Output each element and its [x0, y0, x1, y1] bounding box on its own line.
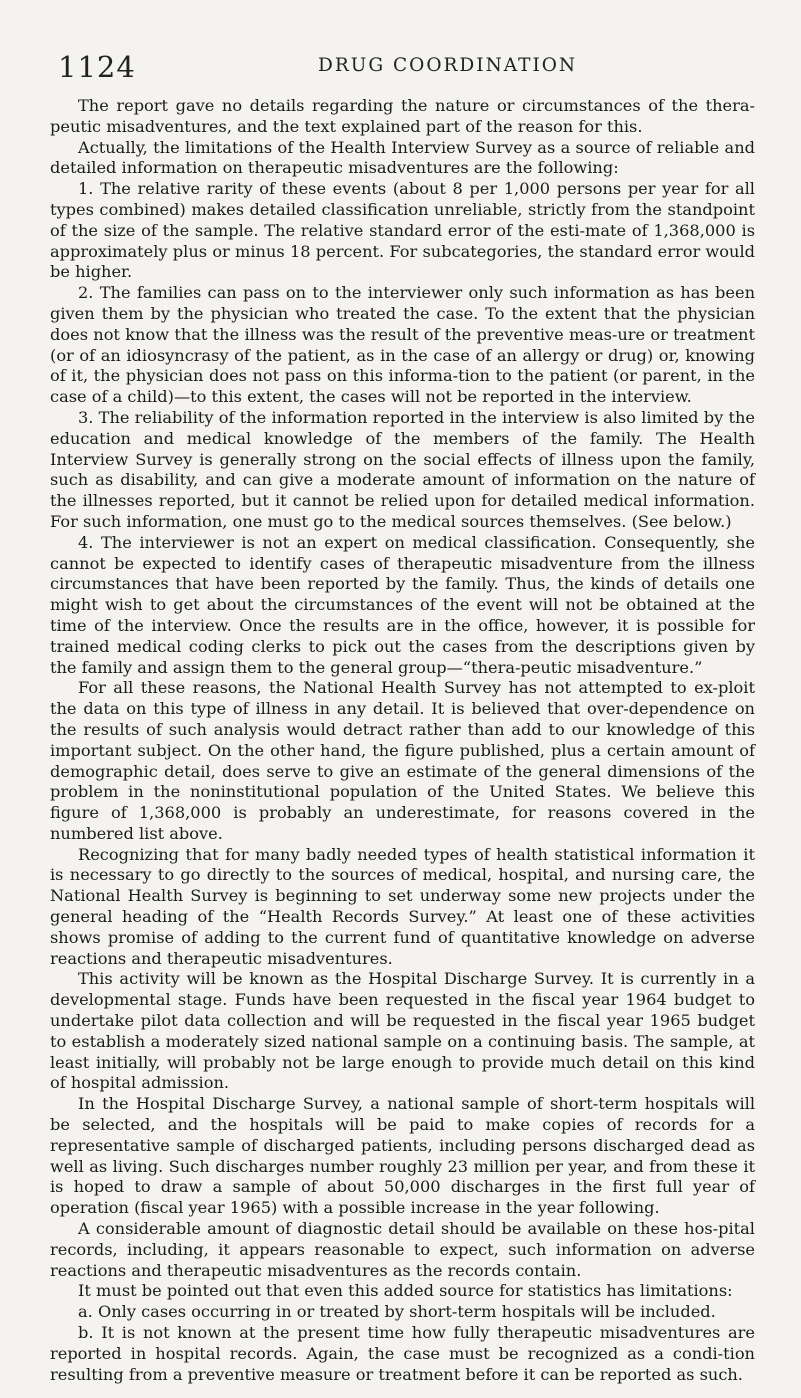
lettered-item: b. It is not known at the present time how fully therapeutic misadventures are reported in hospital records. Again, the case must be recognized as a condi-tion resulting from a preventive measure or treatment before it can be reported as such. — [50, 1323, 755, 1384]
numbered-item: 1. The relative rarity of these events (about 8 per 1,000 persons per year for all types combined) makes detailed classification unreliable, strictly from the standpoint of the size of the sample. The relative standard error of the esti-mate of 1,368,000 is approximately plus or minus 18 percent. For subcategories, the standard error would be higher. — [50, 179, 755, 282]
numbered-item: 3. The reliability of the information reported in the interview is also limited by the education and medical knowledge of the members of the family. The Health Interview Survey is generally strong on the social effects of illness upon the family, such as disability, and can give a moderate amount of information on the nature of the illnesses reported, but it cannot be relied upon for detailed medical information. For such information, one must go to the medical sources themselves. (See below.) — [50, 407, 755, 531]
paragraph: It must be pointed out that even this added source for statistics has limitations: — [78, 1281, 733, 1301]
running-title: DRUG COORDINATION — [318, 55, 578, 76]
numbered-item: 4. The interviewer is not an expert on medical classification. Consequently, she cannot be expected to identify cases of therapeutic misadventure from the illness circumstances that have been reported by the family. Thus, the kinds of details one might wish to get about the circumstances of the event will not be obtained at the time of the interview. Once the results are in the office, however, it is possible for trained medical coding clerks to pick out the cases from the descriptions given by the family and assign them to the general group—“thera-peutic misadventure.” — [50, 532, 755, 677]
paragraph: Recognizing that for many badly needed types of health statistical information it is necessary to go directly to the sources of medical, hospital, and nursing care, the National Health Survey is beginning to set underway some new projects under the general heading of the “Health Records Survey.” At least one of these activities shows promise of adding to the current fund of quantitative knowledge on adverse reactions and therapeutic misadventures. — [50, 844, 755, 968]
paragraph: Actually, the limitations of the Health Interview Survey as a source of reliable and detailed information on therapeutic misadventures are the following: — [50, 137, 755, 178]
lettered-item: a. Only cases occurring in or treated by short-term hospitals will be included. — [78, 1302, 716, 1322]
body-text — [50, 96, 755, 1385]
paragraph: The report gave no details regarding the nature or circumstances of the thera-peutic misadventures, and the text explained part of the reason for this. — [50, 96, 755, 136]
paragraph: A considerable amount of diagnostic detail should be available on these hos-pital records, including, it appears reasonable to expect, such information on adverse reactions and therapeutic misadventures as the records contain. — [50, 1219, 755, 1280]
page-number: 1124 — [58, 50, 136, 84]
paragraph: This activity will be known as the Hospital Discharge Survey. It is currently in a developmental stage. Funds have been requested in the fiscal year 1964 budget to undertake pilot data collection and will be requested in the fiscal year 1965 budget to establish a moderately sized national sample on a continuing basis. The sample, at least initially, will probably not be large enough to provide much detail on this kind of hospital admission. — [50, 969, 755, 1093]
numbered-item: 2. The families can pass on to the interviewer only such information as has been given them by the physician who treated the case. To the extent that the physician does not know that the illness was the result of the preventive meas-ure or treatment (or of an idiosyncrasy of the patient, as in the case of an allergy or drug) or, knowing of it, the physician does not pass on this informa-tion to the patient (or parent, in the case of a child)—to this extent, the cases will not be reported in the interview. — [50, 283, 755, 407]
page-header — [58, 50, 758, 86]
paragraph: In the Hospital Discharge Survey, a national sample of short-term hospitals will be selected, and the hospitals will be paid to make copies of records for a representative sample of discharged patients, including persons discharged dead as well as living. Such discharges number roughly 23 million per year, and from these it is hoped to draw a sample of about 50,000 discharges in the first full year of operation (fiscal year 1965) with a possible increase in the year following. — [50, 1094, 755, 1218]
paragraph: For all these reasons, the National Health Survey has not attempted to ex-ploit the data on this type of illness in any detail. It is believed that over-dependence on the results of such analysis would detract rather than add to our knowledge of this important subject. On the other hand, the figure published, plus a certain amount of demographic detail, does serve to give an estimate of the general dimensions of the problem in the noninstitutional population of the United States. We believe this figure of 1,368,000 is probably an underestimate, for reasons covered in the numbered list above. — [50, 678, 755, 843]
